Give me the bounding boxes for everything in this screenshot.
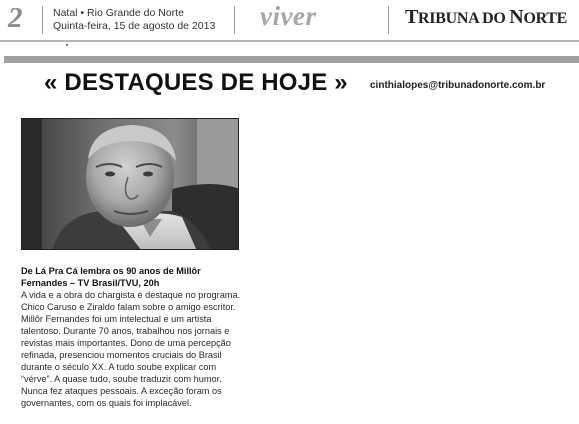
dateline-location: Natal • Rio Grande do Norte	[53, 7, 184, 19]
page-header	[0, 0, 579, 40]
header-rule	[0, 40, 579, 42]
article-body: A vida e a obra do chargista é destaque no programa. Chico Caruso e Ziraldo falam sobre o amigo escritor. Millôr Fernandes foi um intelectual e um artista talentoso. Durante 70 anos, trabalhou nos jornais e revistas mais importantes. Dono de uma percepção refinada, presenciou momentos cruciais do Brasil durante o século XX. A tudo soube explicar com “vérve”. A quase tudo, soube traduzir com humor. Nunca fez ataques pessoais. A exceção foram os governantes, com os quais foi implacável.	[21, 290, 241, 408]
logo-initial-t: T	[405, 6, 419, 28]
page-number: 2	[8, 2, 23, 34]
header-divider	[388, 6, 389, 34]
rule-dot	[66, 44, 68, 46]
article	[21, 265, 246, 409]
dateline-date: Quinta-feira, 15 de agosto de 2013	[53, 20, 216, 32]
header-divider	[234, 6, 235, 34]
section-name: viver	[260, 1, 317, 31]
dateline	[53, 7, 215, 33]
article-headline: De Lá Pra Cá lembra os 90 anos de Millôr Fernandes – TV Brasil/TVU, 20h	[21, 266, 201, 288]
newspaper-logo	[405, 6, 567, 29]
section-bar	[4, 56, 579, 63]
article-photo	[21, 118, 239, 250]
portrait-photo	[22, 119, 239, 250]
logo-initial-n: N	[509, 6, 524, 28]
header-divider	[42, 6, 43, 34]
logo-smallcaps-2: ORTE	[523, 10, 568, 27]
logo-smallcaps-1: RIBUNA DO	[418, 10, 510, 27]
author-email: cinthialopes@tribunadonorte.com.br	[370, 80, 546, 91]
highlights-title: « DESTAQUES DE HOJE »	[44, 69, 348, 96]
